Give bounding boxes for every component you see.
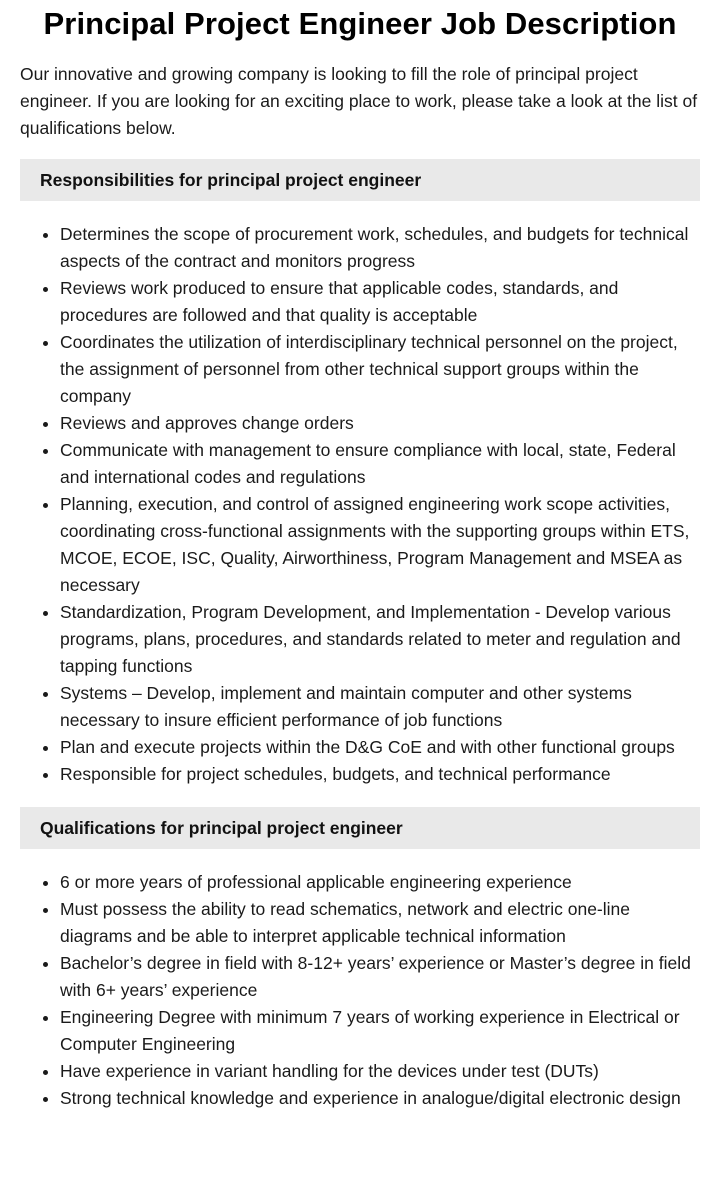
list-item: • Must possess the ability to read schematics, network and electric one-line diagrams and be able to interpret applicable technical information bbox=[60, 896, 700, 950]
list-item: • Responsible for project schedules, budgets, and technical performance bbox=[60, 761, 700, 788]
list-item: • Have experience in variant handling for the devices under test (DUTs) bbox=[60, 1058, 700, 1085]
list-item: • Reviews work produced to ensure that applicable codes, standards, and procedures are followed and that quality is acceptable bbox=[60, 275, 700, 329]
page-title: Principal Project Engineer Job Description bbox=[43, 6, 677, 41]
list-item: • Strong technical knowledge and experience in analogue/digital electronic design bbox=[60, 1085, 700, 1112]
intro-paragraph: Our innovative and growing company is looking to fill the role of principal project engineer. If you are looking for an exciting place to work, please take a look at the list of qualifications below. bbox=[20, 64, 698, 138]
qualifications-heading: Qualifications for principal project engineer bbox=[20, 807, 700, 849]
list-item: • Bachelor’s degree in field with 8-12+ years’ experience or Master’s degree in field with 6+ years’ experience bbox=[60, 950, 700, 1004]
list-item: • Reviews and approves change orders bbox=[60, 410, 700, 437]
list-item: • Coordinates the utilization of interdisciplinary technical personnel on the project, the assignment of personnel from other technical support groups within the company bbox=[60, 329, 700, 410]
list-item: • Systems – Develop, implement and maintain computer and other systems necessary to insure efficient performance of job functions bbox=[60, 680, 700, 734]
qualifications-list bbox=[20, 869, 700, 1112]
list-item: • Communicate with management to ensure compliance with local, state, Federal and international codes and regulations bbox=[60, 437, 700, 491]
list-item: • Standardization, Program Development, and Implementation - Develop various programs, plans, procedures, and standards related to meter and regulation and tapping functions bbox=[60, 599, 700, 680]
list-item: • Planning, execution, and control of assigned engineering work scope activities, coordinating cross-functional assignments with the supporting groups within ETS, MCOE, ECOE, ISC, Quality, Airworthiness, Program Management and MSEA as necessary bbox=[60, 491, 700, 599]
responsibilities-heading: Responsibilities for principal project engineer bbox=[20, 159, 700, 201]
list-item: • Plan and execute projects within the D&G CoE and with other functional groups bbox=[60, 734, 700, 761]
list-item: • 6 or more years of professional applicable engineering experience bbox=[60, 869, 700, 896]
list-item: • Determines the scope of procurement work, schedules, and budgets for technical aspects of the contract and monitors progress bbox=[60, 221, 700, 275]
list-item: • Engineering Degree with minimum 7 years of working experience in Electrical or Computer Engineering bbox=[60, 1004, 700, 1058]
responsibilities-list bbox=[20, 221, 700, 788]
